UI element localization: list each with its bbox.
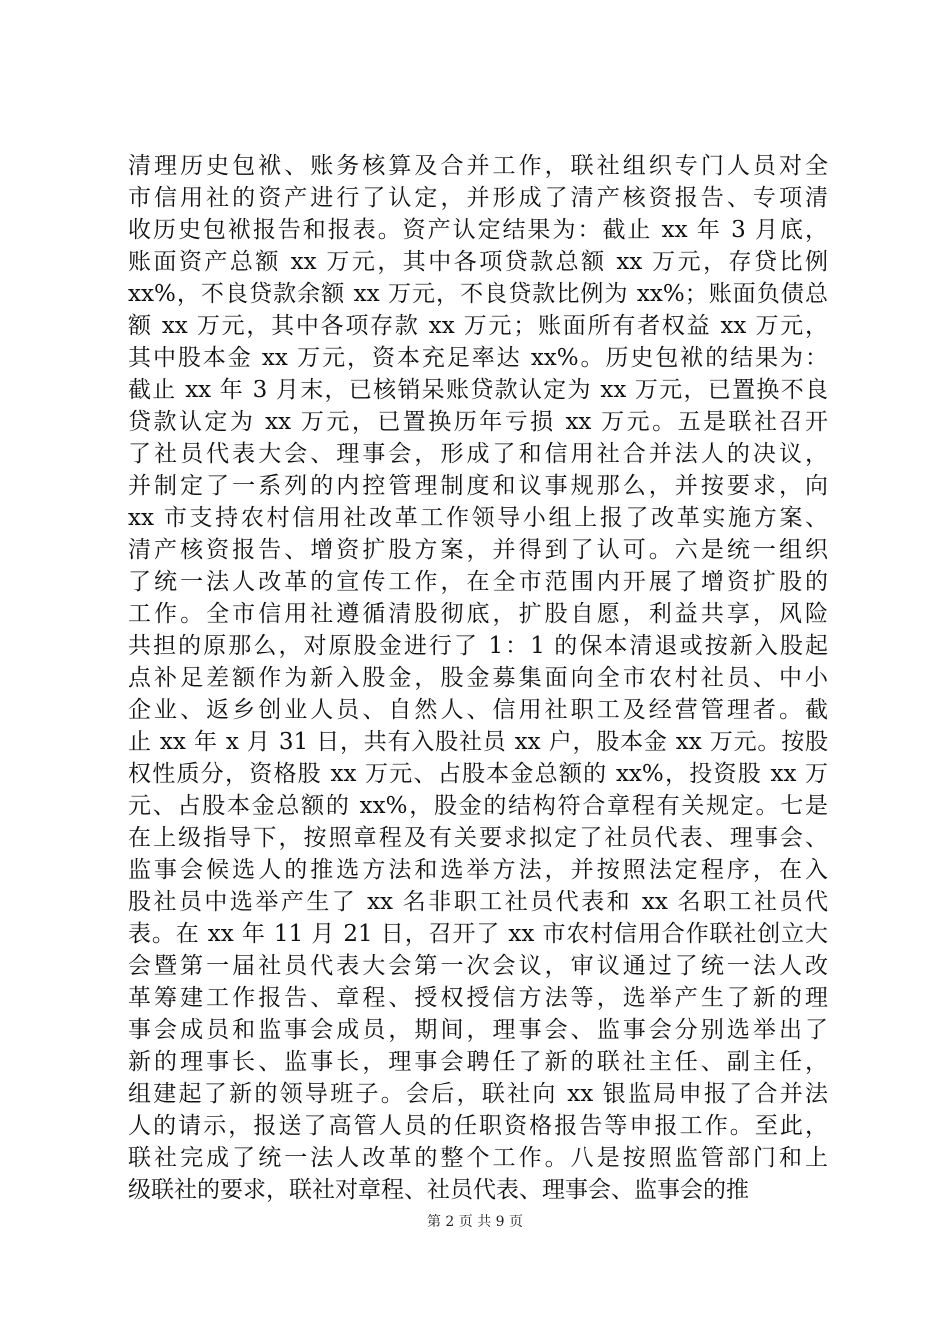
text-line: 元、占股本金总额的 xx%，股金的结构符合章程有关规定。七是 bbox=[128, 793, 828, 819]
text-line: 收历史包袱报告和报表。资产认定结果为：截止 xx 年 3 月底， bbox=[128, 217, 828, 243]
text-line: 并制定了一系列的内控管理制度和议事规那么，并按要求，向 bbox=[128, 473, 828, 499]
page-number-footer: 第 2 页 共 9 页 bbox=[426, 1214, 524, 1230]
text-line: 贷款认定为 xx 万元，已置换历年亏损 xx 万元。五是联社召开 bbox=[128, 409, 828, 435]
text-line: 账面资产总额 xx 万元，其中各项贷款总额 xx 万元，存贷比例 bbox=[128, 249, 828, 275]
text-line: 市信用社的资产进行了认定，并形成了清产核资报告、专项清 bbox=[128, 185, 828, 211]
text-line: xx%，不良贷款余额 xx 万元，不良贷款比例为 xx%；账面负债总 bbox=[128, 281, 828, 307]
text-line: xx 市支持农村信用社改革工作领导小组上报了改革实施方案、 bbox=[128, 505, 828, 531]
text-line: 级联社的要求，联社对章程、社员代表、理事会、监事会的推 bbox=[128, 1177, 749, 1203]
text-line: 了统一法人改革的宣传工作，在全市范围内开展了增资扩股的 bbox=[128, 569, 828, 595]
text-line: 股社员中选举产生了 xx 名非职工社员代表和 xx 名职工社员代 bbox=[128, 889, 828, 915]
text-line: 表。在 xx 年 11 月 21 日，召开了 xx 市农村信用合作联社创立大 bbox=[128, 921, 828, 947]
text-line: 在上级指导下，按照章程及有关要求拟定了社员代表、理事会、 bbox=[128, 825, 828, 851]
text-line: 新的理事长、监事长，理事会聘任了新的联社主任、副主任， bbox=[128, 1049, 828, 1075]
text-line: 其中股本金 xx 万元，资本充足率达 xx%。历史包袱的结果为： bbox=[128, 345, 828, 371]
text-line: 止 xx 年 x 月 31 日，共有入股社员 xx 户，股本金 xx 万元。按股 bbox=[128, 729, 828, 755]
text-line: 工作。全市信用社遵循清股彻底，扩股自愿，利益共享，风险 bbox=[128, 601, 828, 627]
text-line: 了社员代表大会、理事会，形成了和信用社合并法人的决议， bbox=[128, 441, 828, 467]
text-line: 联社完成了统一法人改革的整个工作。八是按照监管部门和上 bbox=[128, 1145, 828, 1171]
text-line: 点补足差额作为新入股金，股金募集面向全市农村社员、中小 bbox=[128, 665, 828, 691]
text-line: 权性质分，资格股 xx 万元、占股本金总额的 xx%，投资股 xx 万 bbox=[128, 761, 828, 787]
body-text bbox=[128, 150, 828, 1206]
text-line: 会暨第一届社员代表大会第一次会议，审议通过了统一法人改 bbox=[128, 953, 828, 979]
text-line: 额 xx 万元，其中各项存款 xx 万元；账面所有者权益 xx 万元， bbox=[128, 313, 828, 339]
text-line: 截止 xx 年 3 月末，已核销呆账贷款认定为 xx 万元，已置换不良 bbox=[128, 377, 828, 403]
text-line: 监事会候选人的推选方法和选举方法，并按照法定程序，在入 bbox=[128, 857, 828, 883]
text-line: 清理历史包袱、账务核算及合并工作，联社组织专门人员对全 bbox=[128, 153, 828, 179]
text-line: 人的请示，报送了高管人员的任职资格报告等申报工作。至此， bbox=[128, 1113, 828, 1139]
text-line: 共担的原那么，对原股金进行了 1：1 的保本清退或按新入股起 bbox=[128, 633, 828, 659]
text-line: 革筹建工作报告、章程、授权授信方法等，选举产生了新的理 bbox=[128, 985, 828, 1011]
text-line: 企业、返乡创业人员、自然人、信用社职工及经营管理者。截 bbox=[128, 697, 828, 723]
text-line: 组建起了新的领导班子。会后，联社向 xx 银监局申报了合并法 bbox=[128, 1081, 828, 1107]
text-line: 事会成员和监事会成员，期间，理事会、监事会分别选举出了 bbox=[128, 1017, 828, 1043]
text-line: 清产核资报告、增资扩股方案，并得到了认可。六是统一组织 bbox=[128, 537, 828, 563]
